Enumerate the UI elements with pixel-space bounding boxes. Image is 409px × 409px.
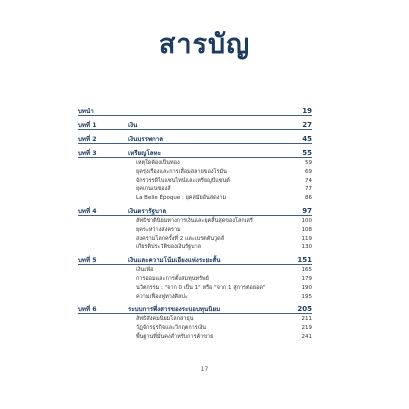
toc-section-row (78, 266, 312, 275)
section-title: ลัทธิสังคมนิยมโลกสาธุน (136, 316, 194, 323)
chapter-rule (78, 313, 312, 314)
chapter-label: บทที่ 3 (78, 150, 97, 157)
toc-section-row (78, 315, 312, 324)
section-title: พื้นฐานที่มั่นคงสำหรับการค้าขาย (136, 333, 214, 340)
section-title: ยุคระหว่างสงคราม (136, 226, 181, 233)
toc-section-row (78, 324, 312, 333)
chapter-rule (78, 115, 312, 116)
chapter-title: เงินตรารัฐบาล (128, 207, 167, 215)
page-ref: 69 (305, 168, 312, 175)
toc-section-row (78, 333, 312, 342)
section-title: ยุคเกนเนซองส์ (136, 186, 171, 193)
toc-section-row (78, 217, 312, 226)
chapter-label: บทที่ 6 (78, 306, 97, 314)
page-number: 17 (200, 366, 209, 373)
section-title: นวัตกรรม : "จาก 0 เป็น 1" หรือ "จาก 1 สู่การต่อยอด" (136, 284, 266, 291)
chapter-title: เงินและความโน้มเอียงแห่งระยะสั้น (128, 257, 221, 265)
toc-section-row (78, 235, 312, 244)
toc-chapter-row (78, 255, 312, 266)
page-ref: 190 (301, 284, 312, 291)
section-title: การออมและการตั้งสมทุนทรัพย์ (136, 275, 209, 282)
section-title: เงินเฟ้อ (136, 267, 154, 274)
page-ref: 55 (302, 149, 312, 157)
section-title: La Belle Époque : ยุคสมัยอันสดงาม (136, 195, 227, 202)
toc-chapter-row (78, 120, 312, 131)
toc-section-row (78, 185, 312, 194)
page-ref: 119 (301, 235, 312, 242)
page-ref: 27 (302, 121, 312, 129)
chapter-title: ระบบการพึ่งสารของระบอบทุนนิยม (128, 306, 221, 314)
page-ref: 179 (301, 275, 312, 282)
toc-section-row (78, 243, 312, 252)
chapter-title: เหรียญโลหะ (128, 150, 161, 157)
toc-section-row (78, 275, 312, 284)
section-title: เกียรติประวัติของเงินรัฐบาล (136, 244, 202, 251)
page-ref: 205 (297, 305, 312, 314)
page-ref: 97 (302, 206, 312, 215)
section-title: วัฏจักรธุรกิจและวิกฤตการเงิน (136, 325, 207, 332)
chapter-rule (78, 264, 312, 265)
page-ref: 241 (301, 333, 312, 340)
chapter-title: เงินบรรพกาล (128, 136, 164, 143)
toc-chapter-row (78, 304, 312, 315)
page-ref: 219 (301, 325, 312, 332)
page-ref: 108 (301, 226, 312, 233)
chapter-label: บทนำ (78, 108, 94, 115)
toc-section-row (78, 293, 312, 302)
page-ref: 45 (302, 135, 312, 143)
toc-chapter-row (78, 106, 312, 117)
page-ref: 19 (302, 107, 312, 115)
section-title: จักรวรรดิไบแซนไทน์และเหรียญบีแซนต์ (136, 177, 230, 184)
toc-chapter-row (78, 134, 312, 145)
page-ref: 165 (301, 267, 312, 274)
section-title: ยุครุ่งเรืองและการเสื่อมสลายของโรมัน (136, 168, 227, 175)
toc-section-row (78, 194, 312, 203)
chapter-label: บทที่ 5 (78, 257, 97, 265)
page-ref: 77 (305, 186, 312, 193)
toc-section-row (78, 159, 312, 168)
toc-section-row (78, 168, 312, 177)
page-ref: 59 (305, 160, 312, 166)
toc-chapter-row (78, 148, 312, 159)
chapter-label: บทที่ 2 (78, 136, 97, 143)
page-ref: 130 (301, 244, 312, 251)
toc-section-row (78, 226, 312, 235)
page-ref: 151 (297, 256, 312, 265)
toc-section-row (78, 284, 312, 293)
toc-section-row (78, 177, 312, 186)
page-ref: 100 (301, 217, 312, 224)
page-ref: 74 (305, 177, 312, 184)
toc-chapter-row (78, 206, 312, 217)
section-title: ลัทธิชาตินิยมทางการเงินและยุคสิ้นสุดของโลกเสรี (136, 217, 253, 224)
chapter-rule (78, 157, 312, 158)
page-title: สารบัญ (158, 29, 251, 60)
chapter-label: บทที่ 4 (78, 207, 97, 215)
page-ref: 86 (305, 195, 312, 202)
table-of-contents (78, 106, 312, 342)
chapter-title: เงิน (128, 122, 138, 129)
chapter-rule (78, 143, 312, 144)
chapter-rule (78, 129, 312, 130)
chapter-rule (78, 215, 312, 216)
chapter-label: บทที่ 1 (78, 122, 97, 129)
section-title: ความเฟื่องฟูทางศิลปะ (136, 293, 188, 300)
page-ref: 211 (301, 316, 312, 323)
section-title: เหตุใดต้องเป็นทอง (136, 160, 180, 166)
section-title: สงครามโลกครั้งที่ 2 และเบรตตันวูดส์ (136, 235, 225, 242)
page-ref: 195 (301, 293, 312, 300)
